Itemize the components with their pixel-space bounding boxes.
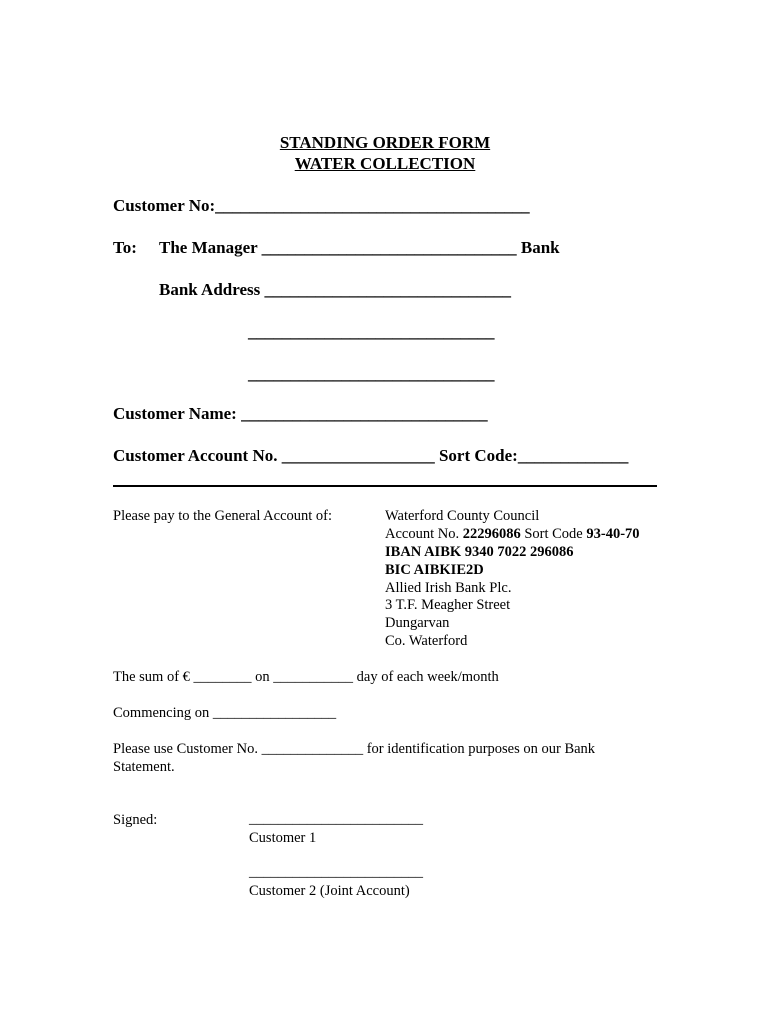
sort-prefix: Sort Code — [520, 526, 587, 542]
payee-account-line — [385, 526, 640, 543]
sum-line[interactable]: The sum of € ________ on ___________ day of each week/month — [113, 669, 499, 685]
customer-2-label: Customer 2 (Joint Account) — [249, 883, 410, 899]
payee-bank: Allied Irish Bank Plc. — [385, 580, 512, 596]
form-title: STANDING ORDER FORM — [279, 133, 491, 152]
payee-name: Waterford County Council — [385, 508, 540, 524]
customer-account-field[interactable]: Customer Account No. __________________ Sort Code:_____________ — [113, 446, 629, 465]
account-prefix: Account No. — [385, 526, 463, 542]
payee-street: 3 T.F. Meagher Street — [385, 597, 511, 613]
signature-customer-1[interactable]: ________________________ — [249, 811, 423, 827]
bank-address-line-3[interactable]: _____________________________ — [248, 364, 495, 383]
section-divider — [113, 485, 657, 487]
signed-label: Signed: — [113, 812, 158, 828]
bank-address-line-2[interactable]: _____________________________ — [248, 322, 495, 341]
identification-line-end: Statement. — [113, 759, 175, 775]
identification-line[interactable]: Please use Customer No. ______________ for identification purposes on our Bank — [113, 741, 596, 757]
payee-county: Co. Waterford — [385, 633, 468, 649]
customer-no-field[interactable]: Customer No:_____________________________________ — [113, 196, 530, 215]
customer-1-label: Customer 1 — [249, 830, 317, 846]
signature-customer-2[interactable]: ________________________ — [249, 864, 423, 880]
sort-code: 93-40-70 — [586, 526, 640, 542]
payee-bic: BIC AIBKIE2D — [385, 562, 484, 578]
commencing-line[interactable]: Commencing on _________________ — [113, 705, 337, 721]
form-subtitle: WATER COLLECTION — [294, 154, 476, 173]
pay-to-label: Please pay to the General Account of: — [113, 508, 333, 524]
payee-iban: IBAN AIBK 9340 7022 296086 — [385, 544, 574, 560]
account-number: 22296086 — [462, 526, 521, 542]
payee-town: Dungarvan — [385, 615, 450, 631]
manager-bank-field[interactable]: The Manager ______________________________ Bank — [159, 238, 560, 257]
to-label: To: — [113, 238, 137, 257]
customer-name-field[interactable]: Customer Name: _____________________________ — [113, 404, 488, 423]
bank-address-field[interactable]: Bank Address _____________________________ — [159, 280, 512, 299]
